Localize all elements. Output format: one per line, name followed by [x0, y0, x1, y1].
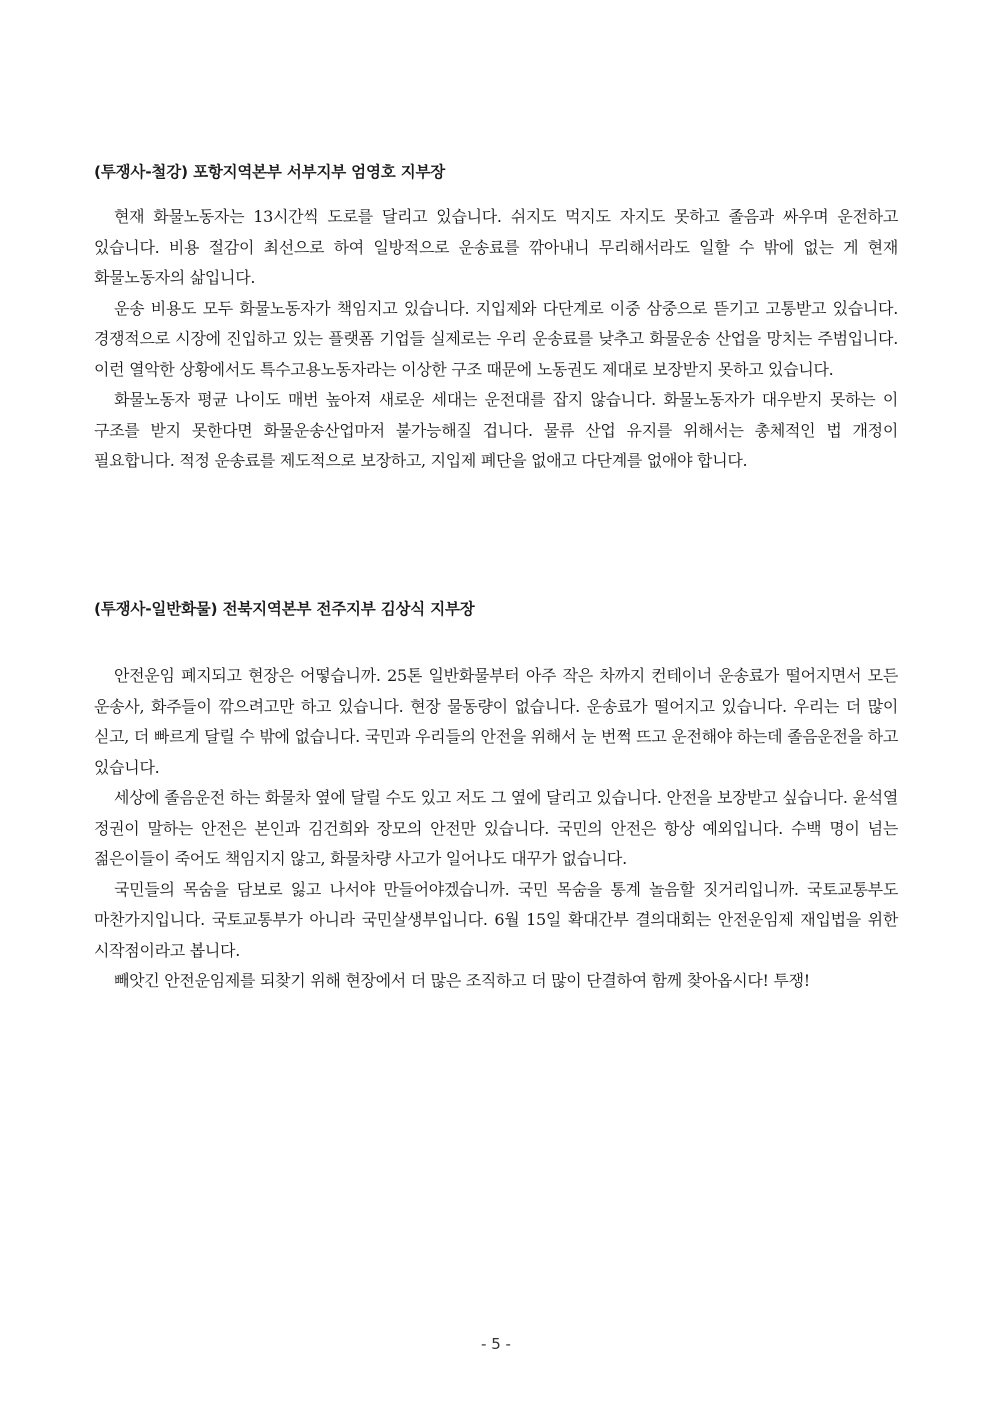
paragraph: 운송 비용도 모두 화물노동자가 책임지고 있습니다. 지입제와 다단계로 이중 삼중으로 뜯기고 고통받고 있습니다. 경쟁적으로 시장에 진입하고 있는 플랫폼 기업들 실제로는 우리 운송료를 낮추고 화물운송 산업을 망치는 주범입니다. 이런 열악한 상황에서도 특수고용노동자라는 이상한 구조 때문에 노동권도 제대로 보장받지 못하고 있습니다.	[94, 298, 898, 379]
paragraph: 안전운임 폐지되고 현장은 어떻습니까. 25톤 일반화물부터 아주 작은 차까지 컨테이너 운송료가 떨어지면서 모든 운송사, 화주들이 깎으려고만 하고 있습니다. 현장 물동량이 없습니다. 운송료가 떨어지고 있습니다. 우리는 더 많이 싣고, 더 빠르게 달릴 수 밖에 없습니다. 국민과 우리들의 안전을 위해서 눈 번쩍 뜨고 운전해야 하는데 졸음운전을 하고 있습니다.	[94, 666, 898, 777]
paragraph: 세상에 졸음운전 하는 화물차 옆에 달릴 수도 있고 저도 그 옆에 달리고 있습니다. 안전을 보장받고 싶습니다. 윤석열 정권이 말하는 안전은 본인과 김건희와 장모의 안전만 있습니다. 국민의 안전은 항상 예외입니다. 수백 명이 넘는 젊은이들이 죽어도 책임지지 않고, 화물차량 사고가 일어나도 대꾸가 없습니다.	[94, 788, 898, 868]
section-heading: (투쟁사-철강) 포항지역본부 서부지부 엄영호 지부장	[94, 163, 446, 181]
paragraph: 빼앗긴 안전운임제를 되찾기 위해 현장에서 더 많은 조직하고 더 많이 단결하여 함께 찾아옵시다! 투쟁!	[114, 971, 810, 990]
section-heading: (투쟁사-일반화물) 전북지역본부 전주지부 김상식 지부장	[94, 600, 475, 618]
paragraph: 현재 화물노동자는 13시간씩 도로를 달리고 있습니다. 쉬지도 먹지도 자지도 못하고 졸음과 싸우며 운전하고 있습니다. 비용 절감이 최선으로 하여 일방적으로 운송료를 깎아내니 무리해서라도 일할 수 밖에 없는 게 현재 화물노동자의 삶입니다.	[94, 207, 898, 287]
paragraph: 화물노동자 평균 나이도 매번 높아져 새로운 세대는 운전대를 잡지 않습니다. 화물노동자가 대우받지 못하는 이 구조를 받지 못한다면 화물운송산업마저 불가능해질 겁니다. 물류 산업 유지를 위해서는 총체적인 법 개정이 필요합니다. 적정 운송료를 제도적으로 보장하고, 지입제 폐단을 없애고 다단계를 없애야 합니다.	[94, 390, 898, 470]
speech-section-steel	[94, 160, 898, 477]
paragraph: 국민들의 목숨을 담보로 잃고 나서야 만들어야겠습니까. 국민 목숨을 통계 놀음할 짓거리입니까. 국토교통부도 마찬가지입니다. 국토교통부가 아니라 국민살생부입니다. 6월 15일 확대간부 결의대회는 안전운임제 재입법을 위한 시작점이라고 봅니다.	[94, 879, 898, 960]
page-number: - 5 -	[481, 1335, 511, 1353]
speech-section-general-cargo	[94, 597, 898, 997]
